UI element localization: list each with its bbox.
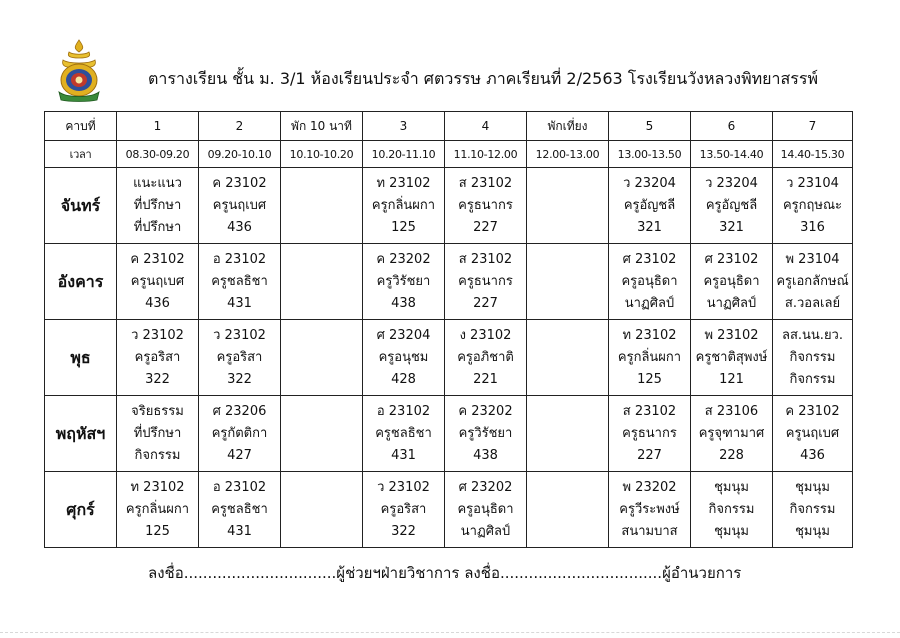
class-cell-line: ศ 23202 xyxy=(458,479,513,495)
class-cell-line: ศ 23102 xyxy=(622,251,677,267)
class-cell-line: 322 xyxy=(391,523,416,539)
class-cell xyxy=(691,168,773,244)
class-cell-line: ลส.นน.ยว. xyxy=(782,327,843,343)
class-cell-line: นาฏศิลป์ xyxy=(706,295,757,311)
class-cell xyxy=(117,396,199,472)
page-edge-divider xyxy=(0,632,900,633)
period-header-cell: 2 xyxy=(199,112,281,141)
class-cell-line: ง 23102 xyxy=(459,327,512,343)
class-cell-line: ครูชลธิชา xyxy=(375,425,432,441)
class-cell-line: ศ 23102 xyxy=(704,251,759,267)
day-row xyxy=(45,396,853,472)
class-cell-line: นาฏศิลป์ xyxy=(624,295,675,311)
class-cell-line: ที่ปรึกษา xyxy=(133,425,182,441)
class-cell xyxy=(609,396,691,472)
class-cell xyxy=(773,244,853,320)
class-cell-line: 125 xyxy=(637,371,662,387)
day-name: พุธ xyxy=(45,320,117,396)
class-cell xyxy=(773,396,853,472)
class-cell-line: ว 23104 xyxy=(786,175,839,191)
class-cell-line: ค 23102 xyxy=(212,175,267,191)
class-cell-line: 228 xyxy=(719,447,744,463)
class-cell-line: ว 23102 xyxy=(131,327,184,343)
class-cell-line: ชุมนุม xyxy=(714,479,749,495)
class-cell-line: ครูชลธิชา xyxy=(211,501,268,517)
class-cell-line: 427 xyxy=(227,447,252,463)
class-cell-line: 436 xyxy=(227,219,252,235)
signature-line: ลงชื่อ................................ผู้ช่วยฯฝ่ายวิชาการ ลงชื่อ..................................ผู้อำนวยการ xyxy=(148,564,742,582)
class-cell-line: พ 23102 xyxy=(704,327,759,343)
class-cell-line: ครูกลิ่นผกา xyxy=(125,501,190,517)
class-cell-line: สนามบาส xyxy=(621,523,678,539)
class-cell-line: 316 xyxy=(800,219,825,235)
class-cell xyxy=(609,320,691,396)
class-cell xyxy=(199,244,281,320)
class-cell-line: ว 23102 xyxy=(377,479,430,495)
class-cell xyxy=(199,168,281,244)
class-cell-line: 227 xyxy=(473,219,498,235)
period-header-cell: พัก 10 นาที xyxy=(281,112,363,141)
class-cell xyxy=(691,320,773,396)
class-cell-line: ศ 23204 xyxy=(376,327,431,343)
class-cell-line: ท 23102 xyxy=(376,175,431,191)
class-cell xyxy=(609,244,691,320)
class-cell xyxy=(117,472,199,548)
class-cell-line: ครูวิรัชยา xyxy=(458,425,513,441)
class-cell-line: 321 xyxy=(637,219,662,235)
page-title: ตารางเรียน ชั้น ม. 3/1 ห้องเรียนประจำ ศตวรรษ ภาคเรียนที่ 2/2563 โรงเรียนวังหลวงพิทยาสรรพ์ xyxy=(148,69,819,88)
class-cell-line: 322 xyxy=(145,371,170,387)
time-cell: 14.40-15.30 xyxy=(773,141,853,168)
class-cell-line: 125 xyxy=(145,523,170,539)
class-cell-line: ครูอัญชลี xyxy=(623,197,676,213)
class-cell-line: ชุมนุม xyxy=(714,523,749,539)
class-cell-line: ครูอนุธิดา xyxy=(621,273,678,289)
empty-cell xyxy=(527,396,609,472)
class-cell-line: ที่ปรึกษา xyxy=(133,219,182,235)
class-cell-line: ครูนฤเบศ xyxy=(785,425,840,441)
class-cell-line: กิจกรรม xyxy=(789,501,836,517)
period-header-cell: พักเที่ยง xyxy=(527,112,609,141)
class-cell-line: อ 23102 xyxy=(376,403,431,419)
empty-cell xyxy=(281,168,363,244)
class-cell xyxy=(445,396,527,472)
class-cell-line: ส 23102 xyxy=(458,175,513,191)
class-cell xyxy=(773,320,853,396)
class-cell-line: ว 23102 xyxy=(213,327,266,343)
class-cell-line: ครูกลิ่นผกา xyxy=(617,349,682,365)
class-cell-line: ครูนฤเบศ xyxy=(212,197,267,213)
class-cell-line: ครูวีระพงษ์ xyxy=(619,501,680,517)
class-cell xyxy=(773,472,853,548)
time-cell: 13.00-13.50 xyxy=(609,141,691,168)
day-name: จันทร์ xyxy=(45,168,117,244)
class-cell-line: 125 xyxy=(391,219,416,235)
class-cell-line: ครูนฤเบศ xyxy=(130,273,185,289)
empty-cell xyxy=(527,244,609,320)
class-cell-line: จริยธรรม xyxy=(131,403,184,419)
time-cell: 09.20-10.10 xyxy=(199,141,281,168)
class-cell xyxy=(199,320,281,396)
class-cell-line: ครูอริสา xyxy=(380,501,427,517)
day-row xyxy=(45,244,853,320)
class-cell-line: นาฏศิลป์ xyxy=(460,523,511,539)
class-cell-line: ครูวิรัชยา xyxy=(376,273,431,289)
period-header-cell: 7 xyxy=(773,112,853,141)
time-cell: 12.00-13.00 xyxy=(527,141,609,168)
class-cell-line: ครูธนากร xyxy=(458,273,513,289)
day-name: ศุกร์ xyxy=(45,472,117,548)
class-cell xyxy=(199,472,281,548)
class-cell-line: ค 23102 xyxy=(785,403,840,419)
class-cell xyxy=(363,472,445,548)
class-cell-line: ชุมนุม xyxy=(795,479,830,495)
time-cell: 13.50-14.40 xyxy=(691,141,773,168)
class-cell xyxy=(363,320,445,396)
class-cell xyxy=(117,168,199,244)
day-row xyxy=(45,168,853,244)
class-cell-line: ครูชาติสุพงษ์ xyxy=(695,349,768,365)
timetable xyxy=(44,111,853,548)
class-cell-line: 431 xyxy=(227,523,252,539)
day-name: พฤหัสฯ xyxy=(45,396,117,472)
empty-cell xyxy=(281,320,363,396)
class-cell-line: ครูชลธิชา xyxy=(211,273,268,289)
time-cell: 10.20-11.10 xyxy=(363,141,445,168)
class-cell xyxy=(691,396,773,472)
class-cell-line: ครูธนากร xyxy=(622,425,677,441)
period-header-cell: 1 xyxy=(117,112,199,141)
class-cell-line: ครูกัตติกา xyxy=(211,425,268,441)
class-cell xyxy=(445,168,527,244)
time-label: เวลา xyxy=(45,141,117,168)
empty-cell xyxy=(527,472,609,548)
day-name: อังคาร xyxy=(45,244,117,320)
time-cell: 11.10-12.00 xyxy=(445,141,527,168)
class-cell xyxy=(609,472,691,548)
class-cell-line: ครูอนุชม xyxy=(378,349,429,365)
class-cell-line: ท 23102 xyxy=(622,327,677,343)
time-cell: 10.10-10.20 xyxy=(281,141,363,168)
class-cell xyxy=(117,320,199,396)
class-cell-line: ส 23106 xyxy=(704,403,759,419)
class-cell-line: ชุมนุม xyxy=(795,523,830,539)
class-cell-line: ครูกลิ่นผกา xyxy=(371,197,436,213)
class-cell-line: พ 23202 xyxy=(622,479,677,495)
class-cell-line: 428 xyxy=(391,371,416,387)
class-cell-line: กิจกรรม xyxy=(134,447,181,463)
class-cell xyxy=(117,244,199,320)
class-cell xyxy=(609,168,691,244)
class-cell-line: กิจกรรม xyxy=(789,371,836,387)
class-cell-line: 436 xyxy=(800,447,825,463)
class-cell-line: กิจกรรม xyxy=(708,501,755,517)
period-label: คาบที่ xyxy=(45,112,117,141)
class-cell xyxy=(199,396,281,472)
class-cell-line: ครูเอกลักษณ์ xyxy=(776,273,849,289)
class-cell-line: 227 xyxy=(637,447,662,463)
class-cell-line: ครูธนากร xyxy=(458,197,513,213)
class-cell-line: ครูอนุธิดา xyxy=(703,273,760,289)
class-cell-line: ครูอัญชลี xyxy=(705,197,758,213)
class-cell-line: ครูจุฑามาศ xyxy=(698,425,765,441)
class-cell-line: ครูกฤษณะ xyxy=(782,197,843,213)
class-cell-line: ที่ปรึกษา xyxy=(133,197,182,213)
class-cell xyxy=(363,168,445,244)
class-cell-line: อ 23102 xyxy=(212,479,267,495)
class-cell-line: 431 xyxy=(227,295,252,311)
class-cell-line: ว 23204 xyxy=(705,175,758,191)
class-cell-line: 322 xyxy=(227,371,252,387)
period-header-cell: 6 xyxy=(691,112,773,141)
class-cell-line: พ 23104 xyxy=(785,251,840,267)
class-cell-line: ครูอนุธิดา xyxy=(457,501,514,517)
class-cell xyxy=(773,168,853,244)
class-cell-line: 121 xyxy=(719,371,744,387)
period-header-cell: 5 xyxy=(609,112,691,141)
day-row xyxy=(45,472,853,548)
class-cell-line: ส.วอลเลย์ xyxy=(784,295,841,311)
empty-cell xyxy=(527,320,609,396)
class-cell-line: ครูอริสา xyxy=(134,349,181,365)
class-cell-line: 227 xyxy=(473,295,498,311)
empty-cell xyxy=(281,472,363,548)
class-cell-line: ว 23204 xyxy=(623,175,676,191)
period-header-cell: 4 xyxy=(445,112,527,141)
period-header-cell: 3 xyxy=(363,112,445,141)
class-cell-line: 436 xyxy=(145,295,170,311)
time-cell: 08.30-09.20 xyxy=(117,141,199,168)
class-cell-line: ครูอริสา xyxy=(216,349,263,365)
class-cell-line: อ 23102 xyxy=(212,251,267,267)
time-row xyxy=(45,141,853,168)
period-header-row xyxy=(45,112,853,141)
class-cell-line: ค 23202 xyxy=(376,251,431,267)
class-cell-line: กิจกรรม xyxy=(789,349,836,365)
class-cell-line: แนะแนว xyxy=(133,175,182,191)
class-cell-line: 321 xyxy=(719,219,744,235)
class-cell-line: 438 xyxy=(473,447,498,463)
class-cell xyxy=(445,472,527,548)
class-cell-line: ส 23102 xyxy=(622,403,677,419)
empty-cell xyxy=(281,396,363,472)
class-cell-line: ท 23102 xyxy=(130,479,185,495)
class-cell xyxy=(445,320,527,396)
class-cell-line: ส 23102 xyxy=(458,251,513,267)
class-cell-line: 431 xyxy=(391,447,416,463)
class-cell-line: 438 xyxy=(391,295,416,311)
class-cell xyxy=(691,244,773,320)
school-logo xyxy=(55,38,103,102)
empty-cell xyxy=(281,244,363,320)
day-row xyxy=(45,320,853,396)
class-cell-line: ศ 23206 xyxy=(212,403,267,419)
empty-cell xyxy=(527,168,609,244)
class-cell xyxy=(445,244,527,320)
class-cell xyxy=(691,472,773,548)
class-cell-line: ค 23202 xyxy=(458,403,513,419)
class-cell-line: 221 xyxy=(473,371,498,387)
class-cell xyxy=(363,396,445,472)
class-cell-line: ครูอภิชาติ xyxy=(457,349,514,365)
class-cell xyxy=(363,244,445,320)
class-cell-line: ค 23102 xyxy=(130,251,185,267)
